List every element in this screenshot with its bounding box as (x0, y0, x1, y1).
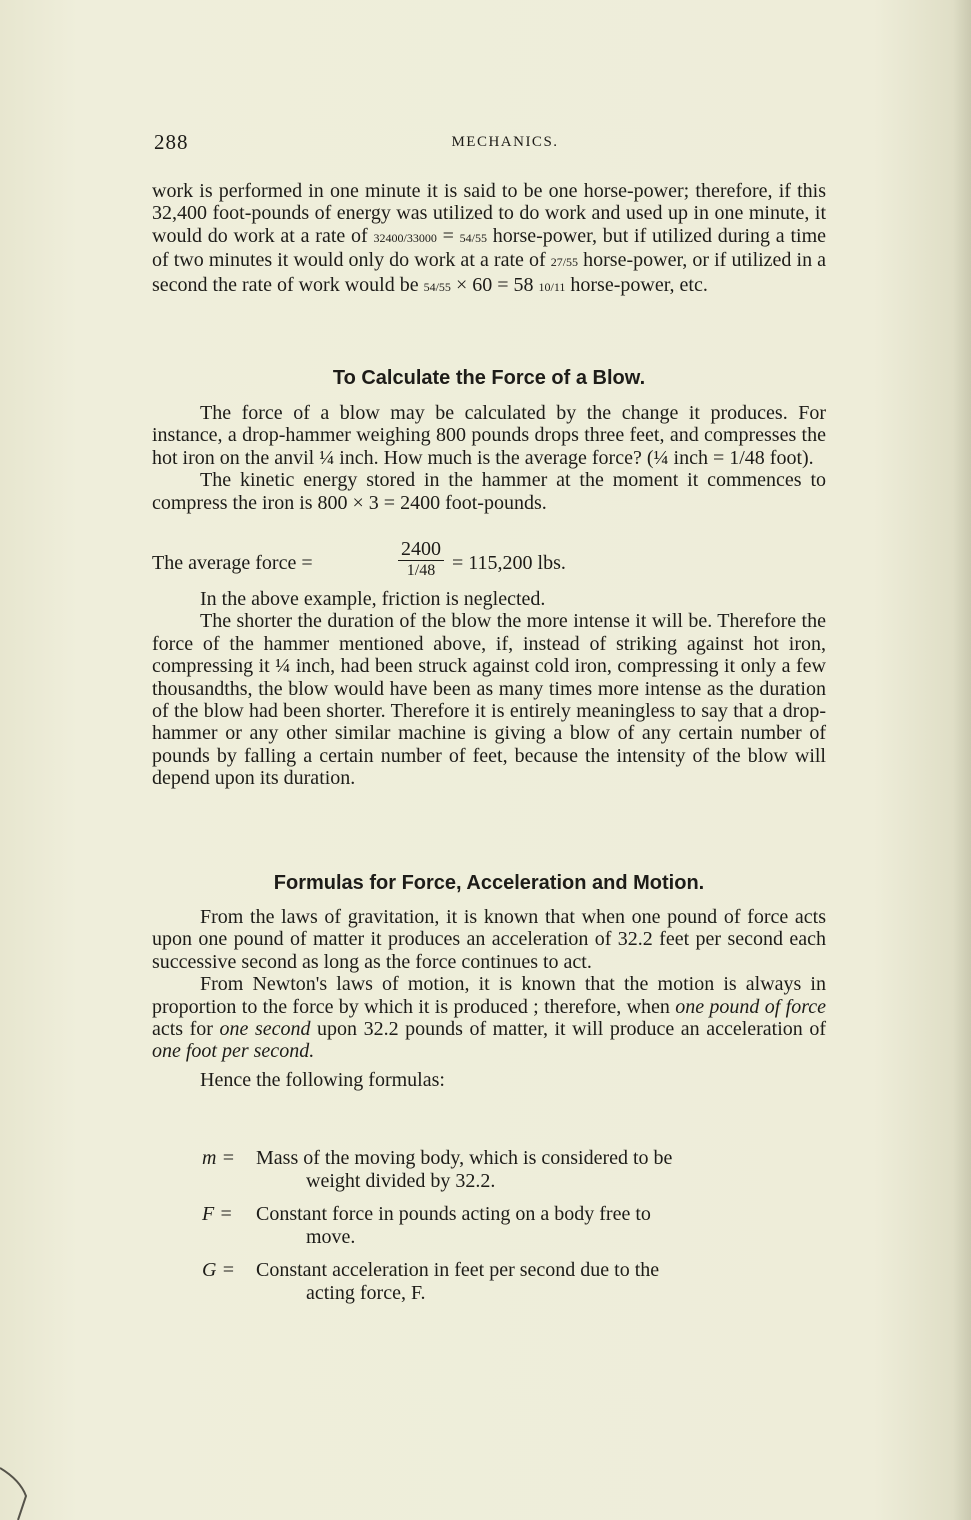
blow-paragraph-2: The kinetic energy stored in the hammer at the moment it commences to compress the iron is 800 × 3 = 2400 foot-pounds. (152, 469, 826, 514)
formulas-paragraph-2: From Newton's laws of motion, it is known that the motion is always in proportion to the force by which it is produced ; therefore, when one pound of force acts for one second upon 32.2 pounds of matter, it will produce an acceleration of one foot per second. (152, 973, 826, 1063)
page-edge-shadow (953, 0, 971, 1520)
formulas-intro: Hence the following formulas: (200, 1068, 445, 1091)
formulas-paragraph-1: From the laws of gravitation, it is known that when one pound of force acts upon one pound of matter it produces an acceleration of 32.2 feet per second each successive second as long as the force continues to act. From Newton's laws of motion, it is known that the motion is always in proportion to the force by which it is produced ; therefore, when one pound of force acts for one second upon 32.2 pounds of matter, it will produce an acceleration of one foot per second. Hence the following formulas: (152, 906, 826, 1091)
intro-paragraph (152, 180, 826, 298)
blow-paragraph-4: The shorter the duration of the blow the more intense it will be. Therefore the force of the hammer mentioned above, if, instead of striking against hot iron, compressing it ¼ inch, had been struck against cold iron, compressing it only a few thousandths, the blow would have been as many times more intense as the duration of the blow had been shorter. Therefore it is entirely meaningless to say that a drop-hammer or any other similar machine is giving a blow of any certain number of pounds by falling a certain number of feet, because the intensity of the blow will depend upon its duration. (152, 610, 826, 790)
page-header (154, 130, 826, 156)
fraction: 10/11 (538, 279, 566, 294)
fraction: 54/55 (459, 230, 488, 245)
blow-paragraph-1: The force of a blow may be calculated by the change it produces. For instance, a drop-hammer weighing 800 pounds drops three feet, and compresses the hot iron on the anvil ¼ inch. How much is the average force? (¼ inch = 1/48 foot). The kinetic energy stored in the hammer at the moment it commences to compress the iron is 800 × 3 = 2400 foot-pounds. (152, 402, 826, 514)
intro-line: work is performed in one minute it is said to be one horse-power; therefore, if this 32,400 foot-pounds of energy was utilized to do work and used up in one minute, it would do work at a rate of 32400/33000 = 54/55 horse-power, but if utilized during a time of two minutes it would only do work at a rate of 27/55 horse-power, or if utilized in a second the rate of work would be 54/55 × 60 = 58 10/11 horse-power, etc. (152, 180, 827, 296)
page-number: 288 (154, 130, 189, 154)
section-heading-blow: To Calculate the Force of a Blow. (332, 367, 646, 389)
average-force-formula: The average force = 2400 1/48 = 115,200 lbs. (152, 538, 566, 579)
running-title: MECHANICS. (451, 134, 559, 150)
fraction: 32400/33000 (373, 230, 437, 245)
fraction: 54/55 (423, 279, 451, 294)
formula-fraction: 2400 1/48 (398, 538, 444, 581)
page-corner-mark (0, 1460, 40, 1520)
fraction: 27/55 (550, 255, 579, 270)
blow-paragraph-3: In the above example, friction is neglected. The shorter the duration of the blow the more intense it will be. Therefore the force of the hammer mentioned above, if, instead of striking against hot iron, compressing it ¼ inch, had been struck against cold iron, compressing it only a few thousandths, the blow would have been as many times more intense as the duration of the blow had been shorter. Therefore it is entirely meaningless to say that a drop-hammer or any other similar machine is giving a blow of any certain number of pounds by falling a certain number of feet, because the intensity of the blow will depend upon its duration. (152, 588, 826, 790)
section-heading-formulas: Formulas for Force, Acceleration and Motion. (273, 872, 705, 894)
